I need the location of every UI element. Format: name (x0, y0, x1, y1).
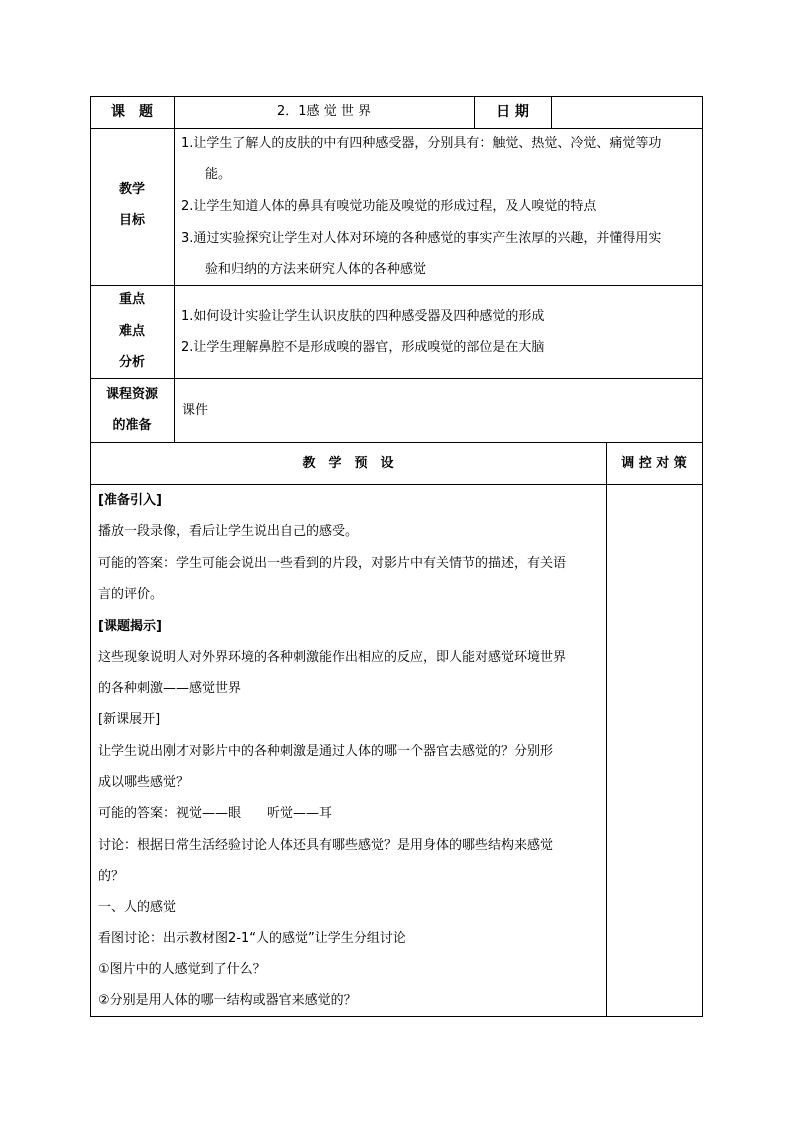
date-label: 日 期 (496, 104, 529, 120)
section-reveal-heading: [课题揭示] (98, 619, 162, 634)
keypoints-label-1: 重点 (118, 292, 145, 307)
objectives-label-1: 教学 (118, 182, 145, 197)
body-line: 可能的答案：视觉——眼 听觉——耳 (98, 806, 333, 821)
objective-1-line-1: 1.让学生了解人的皮肤的中有四种感受器，分别具有：触觉、热觉、冷觉、痛觉等功 (181, 136, 662, 151)
keypoints-label-2: 难点 (118, 324, 145, 339)
section-intro-heading: [准备引入] (98, 493, 162, 508)
body-line: 这些现象说明人对外界环境的各种刺激能作出相应的反应，即人能对感觉环境世界 (98, 650, 567, 665)
body-line: 成以哪些感觉？ (98, 775, 190, 790)
body-line: 的各种刺激——感觉世界 (98, 681, 242, 696)
section-new-lesson-heading: [新课展开] (98, 712, 161, 727)
objective-3-line-2: 验和归纳的方法来研究人体的各种感觉 (205, 262, 427, 277)
objective-1-line-2: 能。 (205, 167, 232, 182)
keypoint-2: 2.让学生理解鼻腔不是形成嗅的器官，形成嗅觉的部位是在大脑 (181, 340, 545, 355)
question-1: ①图片中的人感觉到了什么？ (98, 962, 266, 977)
control-strategy-header: 调 控 对 策 (621, 456, 687, 471)
keypoints-label-3: 分析 (118, 355, 145, 370)
body-line: 的？ (98, 869, 125, 884)
resources-label-1: 课程资源 (105, 387, 158, 402)
topic-value: 2．1感 觉 世 界 (277, 104, 371, 119)
body-line: 可能的答案：学生可能会说出一些看到的片段，对影片中有关情节的描述，有关语 (98, 556, 567, 571)
teaching-design-header: 教 学 预 设 (302, 456, 394, 471)
body-line: 播放一段录像，看后让学生说出自己的感受。 (98, 524, 359, 539)
objectives-label-2: 目标 (118, 213, 145, 228)
objective-3-line-1: 3.通过实验探究让学生对人体对环境的各种感觉的事实产生浓厚的兴趣，并懂得用实 (181, 231, 662, 246)
body-line: 讨论：根据日常生活经验讨论人体还具有哪些感觉？是用身体的哪些结构来感觉 (98, 838, 554, 853)
objective-2: 2.让学生知道人体的鼻具有嗅觉功能及嗅觉的形成过程，及人嗅觉的特点 (181, 199, 597, 214)
question-2: ②分别是用人体的哪一结构或器官来感觉的？ (98, 993, 357, 1008)
keypoint-1: 1.如何设计实验让学生认识皮肤的四种感受器及四种感觉的形成 (181, 309, 545, 324)
resources-value: 课件 (182, 403, 209, 418)
body-line: 让学生说出刚才对影片中的各种刺激是通过人体的哪一个器官去感觉的？分别形 (98, 744, 554, 759)
body-line: 看图讨论：出示教材图2-1“人的感觉”让学生分组讨论 (98, 931, 406, 946)
body-line: 言的评价。 (98, 587, 164, 602)
section-human-senses-heading: 一、人的感觉 (98, 900, 177, 915)
resources-label-2: 的准备 (112, 418, 152, 433)
topic-label: 课 题 (111, 104, 153, 120)
